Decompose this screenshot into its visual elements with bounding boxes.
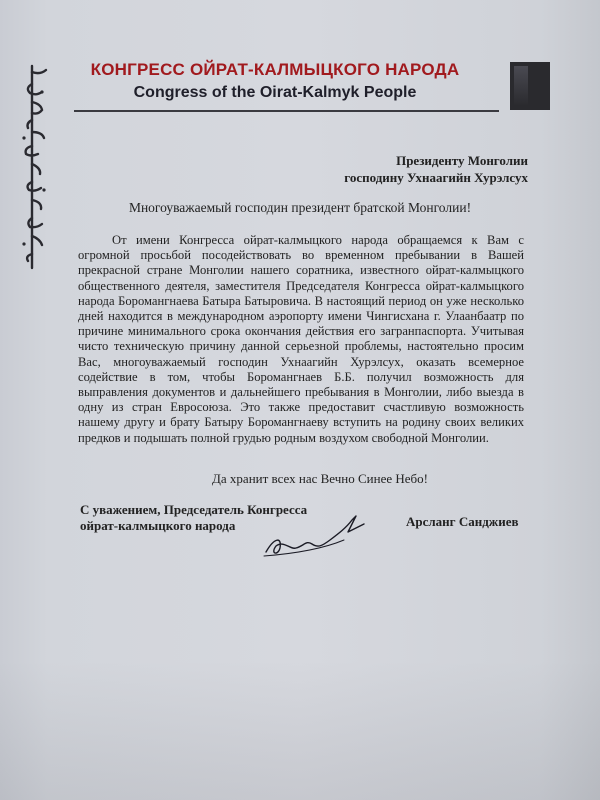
org-name-en: Congress of the Oirat-Kalmyk People	[133, 84, 417, 101]
closing-blessing: Да хранит всех нас Вечно Синее Небо!	[212, 471, 428, 486]
handwritten-signature	[260, 510, 380, 560]
addressee-block	[344, 152, 528, 186]
mongolian-script-emblem	[18, 62, 56, 272]
signature-title-line1: С уважением, Председатель Конгресса	[80, 502, 308, 517]
signer-name: Арсланг Санджиев	[406, 514, 519, 529]
addressee-name: господину Ухнаагийн Хурэлсух	[344, 170, 528, 185]
addressee-title: Президенту Монголии	[396, 153, 528, 168]
signature-title-line2: ойрат-калмыцкого народа	[80, 518, 236, 533]
letter-body: От имени Конгресса ойрат-калмыцкого народа обращаемся к Вам с огромной просьбой посодействовать во временном пребывании в Вашей прекрасной стране Монголии нашего соратника, известного ойрат-калмыцкого общественного деятеля, заместителя Председателя Конгресса ойрат-калмыцкого народа Боромангнаева Батыра Батыровича. В настоящий период он уже несколько дней находится в международном аэропорту имени Чингисхана г. Улаанбаатр по причине минимального срока окончания действия его загранпаспорта. Учитывая чисто техническую причину данной серьезной проблемы, настоятельно просим Вас, многоуважаемый господин Ухнаагийн Хурэлсух, оказать всемерное содействие в том, чтобы Боромангнаев Б.Б. получил возможность для выправления документов и дальнейшего пребывания в Монголии, либо выезда в одну из стран Евросоюза. Это также предоставит счастливую возможность нашему другу и брату Батыру Боромангнаеву вступить на родину своих великих предков и подышать полной грудью родным воздухом свободной Монголии.	[78, 233, 524, 445]
logo-square-icon	[510, 62, 550, 110]
letterhead-divider	[74, 110, 499, 112]
letterhead	[60, 60, 490, 102]
org-name-ru: КОНГРЕСС ОЙРАТ-КАЛМЫЦКОГО НАРОДА	[90, 60, 460, 79]
salutation: Многоуважаемый господин президент братской Монголии!	[128, 200, 472, 215]
